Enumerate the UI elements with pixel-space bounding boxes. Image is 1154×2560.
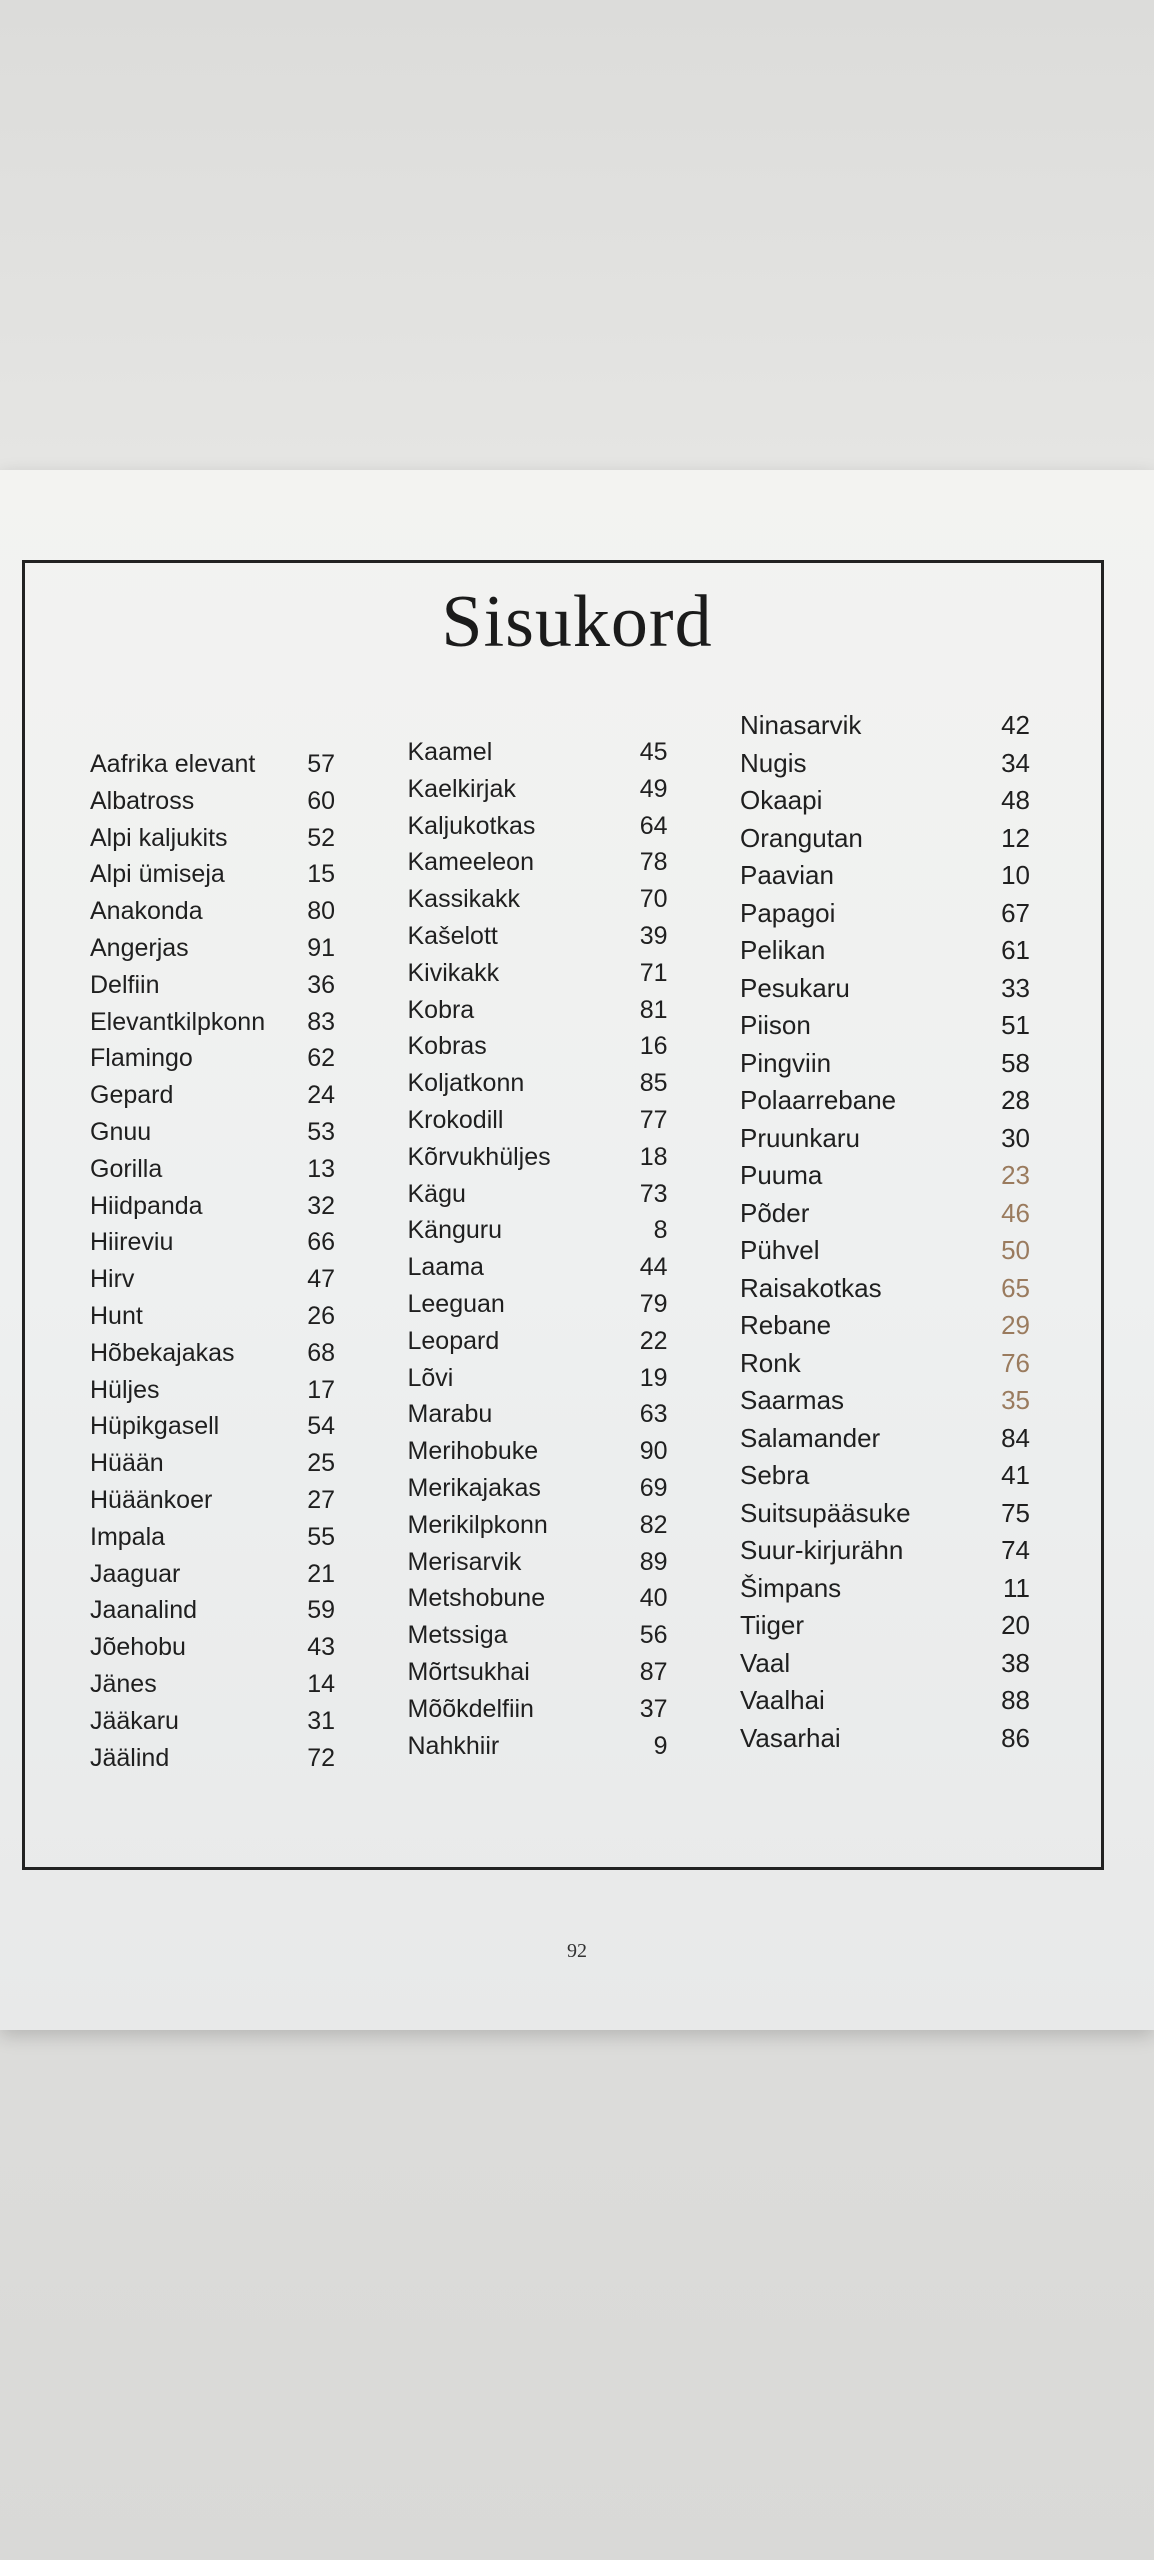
toc-entry-name: Laama [407, 1253, 484, 1282]
toc-entry-name: Mõõkdelfiin [407, 1694, 534, 1723]
toc-entry-page-number: 20 [1001, 1610, 1030, 1640]
toc-entry-name: Jõehobu [90, 1633, 186, 1662]
table-of-contents [90, 710, 1030, 1780]
toc-entry [740, 1123, 1030, 1161]
toc-column-1 [90, 750, 335, 1780]
toc-entry [90, 1118, 335, 1155]
toc-entry-page-number: 77 [639, 1105, 668, 1134]
toc-entry-name: Suur-kirjurähn [740, 1535, 904, 1565]
toc-entry-page-number: 25 [307, 1449, 335, 1478]
toc-entry [408, 1584, 668, 1621]
toc-entry [740, 1160, 1030, 1198]
toc-entry [90, 1376, 335, 1413]
toc-entry-name: Merikajakas [407, 1473, 541, 1502]
toc-entry-page-number: 68 [307, 1338, 335, 1367]
toc-entry-name: Hiireviu [90, 1228, 174, 1257]
toc-entry [408, 812, 668, 849]
toc-entry-page-number: 84 [1001, 1422, 1030, 1453]
toc-entry-name: Jaanalind [90, 1596, 198, 1625]
toc-entry-name: Leopard [407, 1326, 500, 1355]
toc-entry [408, 1253, 668, 1290]
toc-entry-page-number: 51 [1001, 1010, 1030, 1040]
toc-entry-page-number: 26 [307, 1301, 335, 1330]
toc-entry [408, 1143, 668, 1180]
toc-entry-name: Kobras [407, 1032, 487, 1061]
toc-entry-page-number: 75 [1001, 1497, 1030, 1528]
toc-entry [90, 1486, 335, 1523]
toc-entry-page-number: 57 [307, 750, 335, 778]
toc-entry [740, 1648, 1030, 1686]
toc-entry-page-number: 28 [1001, 1085, 1030, 1115]
toc-entry-name: Gorilla [90, 1154, 163, 1183]
toc-entry-name: Nahkhiir [407, 1731, 500, 1760]
toc-entry [740, 1235, 1030, 1273]
toc-entry-name: Ninasarvik [740, 710, 862, 740]
toc-entry-page-number: 41 [1001, 1460, 1030, 1490]
toc-entry-page-number: 14 [307, 1669, 335, 1698]
toc-entry [90, 1339, 335, 1376]
toc-entry [740, 898, 1030, 936]
toc-entry-name: Suitsupääsuke [740, 1497, 911, 1528]
toc-entry [740, 1423, 1030, 1461]
toc-entry-page-number: 32 [307, 1191, 335, 1220]
toc-entry-name: Lõvi [407, 1363, 454, 1392]
toc-entry [408, 885, 668, 922]
toc-entry-page-number: 35 [1001, 1385, 1030, 1415]
toc-entry [90, 1744, 335, 1781]
toc-entry-page-number: 11 [1003, 1572, 1030, 1603]
toc-entry-name: Flamingo [90, 1044, 193, 1073]
toc-entry-name: Hüäänkoer [90, 1485, 213, 1514]
toc-entry-name: Hüpikgasell [90, 1412, 220, 1441]
toc-column-2 [408, 738, 668, 1780]
toc-entry [90, 1670, 335, 1707]
toc-entry [408, 1216, 668, 1253]
toc-entry-name: Kameeleon [407, 848, 534, 877]
toc-entry-page-number: 91 [307, 933, 335, 962]
toc-entry [740, 1685, 1030, 1723]
toc-entry-page-number: 71 [639, 958, 668, 987]
toc-entry-page-number: 22 [639, 1326, 668, 1355]
toc-entry-name: Metshobune [407, 1584, 546, 1613]
toc-entry [740, 1535, 1030, 1573]
toc-entry-page-number: 46 [1001, 1197, 1030, 1228]
toc-entry-page-number: 82 [639, 1510, 668, 1539]
toc-entry-name: Salamander [740, 1422, 881, 1453]
toc-entry-page-number: 73 [639, 1179, 668, 1208]
toc-entry [90, 1081, 335, 1118]
toc-entry-page-number: 39 [639, 921, 668, 950]
toc-entry [740, 1348, 1030, 1386]
toc-entry-page-number: 9 [653, 1731, 668, 1760]
toc-entry-name: Marabu [407, 1400, 493, 1429]
toc-entry-name: Leeguan [407, 1289, 505, 1318]
toc-entry-name: Gnuu [90, 1117, 152, 1146]
toc-entry-page-number: 72 [307, 1743, 335, 1772]
toc-entry [408, 1621, 668, 1658]
toc-entry [740, 1610, 1030, 1648]
toc-entry-name: Saarmas [740, 1385, 845, 1415]
toc-entry [408, 1658, 668, 1695]
toc-entry [90, 1412, 335, 1449]
toc-entry [740, 1198, 1030, 1236]
toc-entry-page-number: 61 [1001, 935, 1030, 965]
toc-entry [90, 1596, 335, 1633]
toc-column-3 [740, 710, 1030, 1780]
toc-entry [740, 935, 1030, 973]
toc-entry [408, 1437, 668, 1474]
toc-entry-page-number: 34 [1001, 747, 1030, 778]
toc-entry-name: Hõbekajakas [90, 1338, 235, 1367]
toc-entry [90, 1707, 335, 1744]
toc-entry-page-number: 18 [639, 1142, 668, 1171]
toc-entry-name: Merikilpkonn [407, 1510, 548, 1539]
toc-entry [740, 710, 1030, 748]
toc-entry [740, 1385, 1030, 1423]
toc-entry-page-number: 44 [639, 1253, 668, 1282]
toc-entry [90, 787, 335, 824]
toc-entry-name: Merihobuke [407, 1437, 539, 1466]
toc-entry-name: Pesukaru [740, 972, 850, 1003]
toc-entry-page-number: 45 [639, 738, 668, 766]
toc-entry-name: Raisakotkas [740, 1272, 882, 1303]
toc-entry-name: Paavian [740, 860, 834, 890]
toc-entry [90, 860, 335, 897]
toc-entry [90, 1560, 335, 1597]
toc-entry-page-number: 38 [1001, 1647, 1030, 1678]
toc-entry-page-number: 63 [639, 1400, 668, 1429]
toc-entry [740, 973, 1030, 1011]
toc-entry-page-number: 42 [1001, 710, 1030, 740]
toc-entry-page-number: 40 [639, 1584, 668, 1613]
toc-entry-page-number: 56 [639, 1621, 668, 1650]
toc-entry-name: Pelikan [740, 935, 826, 965]
toc-entry-name: Hunt [90, 1301, 143, 1330]
toc-entry-name: Alpi kaljukits [90, 823, 228, 852]
toc-entry-page-number: 70 [639, 885, 668, 914]
toc-entry [408, 1400, 668, 1437]
page-number: 92 [567, 1940, 587, 1962]
toc-entry-name: Piison [740, 1010, 811, 1040]
toc-entry-page-number: 27 [307, 1485, 335, 1514]
toc-entry-page-number: 8 [653, 1216, 668, 1245]
toc-entry-page-number: 16 [639, 1032, 668, 1061]
toc-entry [740, 1010, 1030, 1048]
toc-entry [90, 897, 335, 934]
toc-entry [408, 1695, 668, 1732]
toc-entry [740, 1573, 1030, 1611]
toc-entry-name: Kivikakk [407, 958, 500, 987]
toc-entry-name: Metssiga [407, 1621, 508, 1650]
toc-entry [408, 1106, 668, 1143]
toc-entry-name: Impala [90, 1522, 166, 1551]
toc-entry-name: Kõrvukhüljes [407, 1142, 551, 1171]
toc-entry [740, 1310, 1030, 1348]
toc-entry-name: Okaapi [740, 785, 823, 815]
toc-entry-page-number: 66 [307, 1228, 335, 1257]
toc-entry-name: Kaljukotkas [407, 811, 536, 840]
toc-entry-page-number: 19 [639, 1363, 668, 1392]
toc-entry-name: Pingviin [740, 1047, 832, 1078]
toc-entry [408, 1069, 668, 1106]
toc-entry-name: Jänes [90, 1669, 157, 1698]
toc-entry [740, 1723, 1030, 1761]
toc-entry [408, 996, 668, 1033]
toc-entry-name: Põder [740, 1197, 810, 1228]
toc-entry [408, 738, 668, 775]
toc-entry [408, 922, 668, 959]
toc-entry [90, 971, 335, 1008]
toc-entry-page-number: 43 [307, 1633, 335, 1662]
toc-entry-name: Orangutan [740, 822, 863, 853]
toc-entry-page-number: 86 [1001, 1722, 1030, 1753]
toc-entry [408, 1290, 668, 1327]
toc-entry [740, 1085, 1030, 1123]
toc-entry [408, 1180, 668, 1217]
toc-entry [740, 1273, 1030, 1311]
toc-entry [90, 1302, 335, 1339]
toc-entry-page-number: 80 [307, 897, 335, 926]
toc-entry-page-number: 50 [1001, 1235, 1030, 1265]
toc-entry [408, 1327, 668, 1364]
toc-entry-name: Aafrika elevant [90, 750, 256, 778]
toc-entry-name: Hirv [90, 1265, 135, 1294]
toc-entry-page-number: 24 [307, 1081, 335, 1110]
toc-entry-name: Vaalhai [740, 1685, 825, 1715]
toc-entry-page-number: 49 [639, 774, 668, 803]
toc-entry-name: Šimpans [740, 1572, 842, 1603]
toc-entry-name: Kassikakk [407, 885, 521, 914]
toc-entry-page-number: 13 [307, 1154, 335, 1183]
toc-entry [740, 823, 1030, 861]
toc-entry [408, 1474, 668, 1511]
toc-entry-name: Jääkaru [90, 1706, 179, 1735]
toc-entry [408, 1364, 668, 1401]
toc-entry [90, 1155, 335, 1192]
toc-entry-page-number: 76 [1001, 1347, 1030, 1378]
toc-entry-page-number: 52 [307, 823, 335, 852]
toc-entry-page-number: 58 [1001, 1047, 1030, 1078]
toc-entry-page-number: 37 [639, 1694, 668, 1723]
toc-entry-page-number: 54 [307, 1412, 335, 1441]
page-title: Sisukord [441, 581, 713, 663]
toc-entry [408, 959, 668, 996]
toc-entry-page-number: 21 [307, 1559, 335, 1588]
toc-entry-name: Kobra [407, 995, 475, 1024]
toc-entry-page-number: 79 [639, 1289, 668, 1318]
toc-entry-name: Hüään [90, 1449, 164, 1478]
toc-entry-name: Elevantkilpkonn [90, 1007, 266, 1036]
toc-entry-name: Delfiin [90, 970, 160, 999]
toc-entry-name: Pruunkaru [740, 1122, 860, 1153]
toc-entry-name: Alpi ümiseja [90, 860, 225, 889]
toc-entry [90, 1449, 335, 1486]
toc-entry-name: Anakonda [90, 897, 203, 926]
book-page [0, 470, 1154, 2030]
toc-entry [408, 1511, 668, 1548]
toc-entry-name: Mõrtsukhai [407, 1657, 530, 1686]
toc-entry-name: Gepard [90, 1081, 174, 1110]
toc-entry-name: Jäälind [90, 1743, 170, 1772]
toc-entry-name: Papagoi [740, 897, 836, 928]
toc-entry [90, 750, 335, 787]
toc-entry-name: Hiidpanda [90, 1191, 203, 1220]
toc-entry [408, 848, 668, 885]
toc-entry-page-number: 74 [1001, 1535, 1030, 1565]
toc-entry [740, 1048, 1030, 1086]
toc-entry-name: Ronk [740, 1347, 801, 1378]
toc-entry-page-number: 64 [639, 811, 668, 840]
toc-entry-page-number: 55 [307, 1522, 335, 1551]
toc-entry-page-number: 83 [307, 1007, 335, 1036]
toc-entry-name: Tiiger [740, 1610, 805, 1640]
toc-entry-page-number: 31 [307, 1706, 335, 1735]
toc-entry-page-number: 67 [1001, 897, 1030, 928]
toc-entry-name: Känguru [407, 1216, 503, 1245]
toc-entry-page-number: 60 [307, 786, 335, 815]
toc-entry-name: Vaal [740, 1647, 791, 1678]
toc-entry-page-number: 48 [1001, 785, 1030, 815]
toc-entry-name: Puuma [740, 1160, 823, 1190]
toc-entry-page-number: 69 [639, 1473, 668, 1502]
toc-entry [90, 1008, 335, 1045]
toc-entry [408, 1032, 668, 1069]
toc-entry-page-number: 15 [307, 860, 335, 889]
toc-entry-name: Hüljes [90, 1375, 160, 1404]
toc-entry [740, 1498, 1030, 1536]
toc-entry [408, 1732, 668, 1769]
toc-entry-name: Krokodill [407, 1105, 504, 1134]
toc-entry-page-number: 29 [1001, 1310, 1030, 1340]
toc-entry-name: Nugis [740, 747, 807, 778]
toc-entry-name: Koljatkonn [407, 1069, 525, 1098]
toc-entry-page-number: 12 [1001, 822, 1030, 853]
toc-entry-page-number: 36 [307, 970, 335, 999]
toc-entry-page-number: 10 [1001, 860, 1030, 890]
toc-entry-page-number: 23 [1001, 1160, 1030, 1190]
toc-entry-name: Jaaguar [90, 1559, 181, 1588]
toc-entry-name: Angerjas [90, 933, 189, 962]
toc-entry-page-number: 90 [639, 1437, 668, 1466]
toc-entry [90, 1265, 335, 1302]
toc-entry [90, 1044, 335, 1081]
toc-entry [90, 1228, 335, 1265]
toc-entry [90, 1523, 335, 1560]
toc-entry-page-number: 89 [639, 1547, 668, 1576]
toc-entry-name: Merisarvik [407, 1547, 522, 1576]
toc-entry-name: Kaelkirjak [407, 774, 516, 803]
toc-entry-page-number: 81 [639, 995, 668, 1024]
toc-entry-page-number: 59 [307, 1596, 335, 1625]
toc-entry [408, 775, 668, 812]
toc-entry-name: Kägu [407, 1179, 466, 1208]
toc-entry-name: Pühvel [740, 1235, 820, 1265]
toc-entry-name: Sebra [740, 1460, 810, 1490]
toc-entry-page-number: 53 [307, 1117, 335, 1146]
toc-entry-page-number: 88 [1001, 1685, 1030, 1715]
toc-entry-page-number: 85 [639, 1069, 668, 1098]
toc-entry [740, 860, 1030, 898]
toc-entry [740, 1460, 1030, 1498]
toc-entry-name: Albatross [90, 786, 195, 815]
toc-entry-page-number: 47 [307, 1265, 335, 1294]
toc-entry-name: Kašelott [407, 921, 498, 950]
toc-entry-page-number: 78 [639, 848, 668, 877]
toc-entry-page-number: 17 [307, 1375, 335, 1404]
toc-entry [90, 1192, 335, 1229]
toc-entry [740, 785, 1030, 823]
toc-entry-name: Vasarhai [740, 1722, 841, 1753]
toc-entry-page-number: 30 [1001, 1122, 1030, 1153]
toc-entry-name: Rebane [740, 1310, 832, 1340]
toc-entry-page-number: 65 [1001, 1272, 1030, 1303]
toc-entry [90, 934, 335, 971]
toc-entry [740, 748, 1030, 786]
toc-entry-page-number: 87 [639, 1657, 668, 1686]
toc-entry [408, 1548, 668, 1585]
toc-entry-name: Polaarrebane [740, 1085, 897, 1115]
toc-entry-page-number: 33 [1001, 972, 1030, 1003]
toc-entry [90, 824, 335, 861]
toc-entry [90, 1633, 335, 1670]
toc-entry-page-number: 62 [307, 1044, 335, 1073]
toc-entry-name: Kaamel [407, 738, 493, 766]
